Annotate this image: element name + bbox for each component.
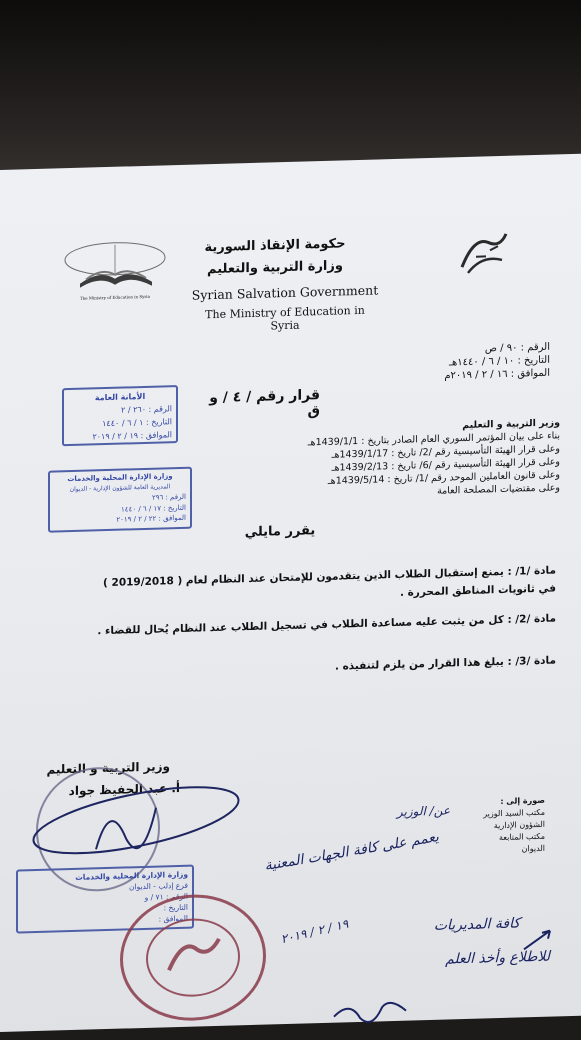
stamp-local-admin xyxy=(48,467,192,533)
gov-name-ar: حكومة الإنقاذ السورية xyxy=(204,236,346,256)
copies-item: الشؤون الإدارية xyxy=(493,819,545,831)
stamp-idlib-agree: الموافق : xyxy=(158,913,188,924)
stamp-idlib-number: الرقم : ٧١ / و xyxy=(144,891,188,902)
article-2: مادة /2/ : كل من يثبت عليه مساعدة الطلاب في تسجيل الطلاب عند النظام يُحال للقضاء . xyxy=(97,612,556,638)
copies-item: الديوان xyxy=(521,843,545,854)
document-page xyxy=(0,154,581,1032)
hand-note-inform: للاطلاع وأخذ العلم xyxy=(445,948,550,968)
preamble-line: وزير التربية و التعليم xyxy=(462,417,560,432)
preamble-line: وعلى قرار الهيئة التأسيسية رقم /2/ تاريخ : 1439/1/17هـ xyxy=(331,443,560,461)
signature-title: وزير التربية و التعليم xyxy=(46,759,170,777)
copies-item: مكتب المتابعة xyxy=(498,831,545,843)
hand-date: ١٩ / ٢ / ٢٠١٩ xyxy=(279,916,350,947)
preamble-line: وعلى مقتضيات المصلحة العامة xyxy=(437,482,560,497)
ministry-name-en: The Ministry of Education in Syria xyxy=(205,303,365,333)
ref-agree: الموافق : ١٦ / ٢ / ٢٠١٩م xyxy=(444,367,550,382)
stamp-idlib-sub: فرع إدلب - الديوان xyxy=(129,880,188,892)
stamp-local-number: الرقم : ٢٩٦ xyxy=(151,492,186,502)
calligraphy-logo-icon xyxy=(458,226,510,279)
red-round-stamp xyxy=(120,893,266,1023)
preamble-line: وعلى قرار الهيئة التأسيسية رقم /6/ تاريخ : 1439/2/13هـ xyxy=(331,456,560,474)
preamble xyxy=(270,416,560,502)
preamble-line: وعلى قانون العاملين الموحد رقم /1/ تاريخ : 1439/5/14هـ xyxy=(327,469,560,487)
stamp-general-date: التاريخ : ١ / ٦ / ١٤٤٠ xyxy=(102,417,172,429)
gov-name-en: Syrian Salvation Government xyxy=(191,282,379,303)
signature-scribble xyxy=(26,775,246,871)
stamp-idlib-date: التاريخ : xyxy=(163,902,188,913)
article-3: مادة /3/ : يبلغ هذا القرار من يلزم لتنفيذه . xyxy=(334,654,556,673)
preamble-line: بناء على بيان المؤتمر السوري العام الصادر بتاريخ : 1439/1/1هـ xyxy=(307,430,560,449)
ministry-logo xyxy=(60,237,170,302)
logo-caption: The Ministry of Education in Syria xyxy=(80,293,150,301)
ref-number: الرقم : ٩٠ / ص xyxy=(484,341,550,355)
copies-heading: صورة إلى : xyxy=(500,795,545,807)
stamp-local-date: التاريخ : ١٧ / ٦ / ١٤٤٠ xyxy=(121,503,186,514)
hand-note-directorates: كافة المديريات xyxy=(433,915,520,934)
stamp-general-title: الأمانة العامة xyxy=(94,391,146,403)
decides-heading: يقرر مايلي xyxy=(244,523,316,541)
stamp-idlib-title: وزارة الإدارة المحلية والخدمات xyxy=(75,869,188,882)
salvation-logo xyxy=(458,226,510,279)
stamp-local-agree: الموافق : ٢٢ / ٢ / ٢٠١٩ xyxy=(116,513,186,524)
article-1-cont: في ثانويات المناطق المحررة . xyxy=(399,582,556,599)
ministry-name-ar: وزارة التربية والتعليم xyxy=(207,258,343,278)
ref-date: التاريخ : ١٠ / ٦ / ١٤٤٠هـ xyxy=(449,354,550,369)
red-stamp-emblem-icon xyxy=(123,896,263,1020)
stamp-general-number: الرقم : ٢٦٠ / ٢ xyxy=(121,404,172,415)
copies-item: مكتب السيد الوزير xyxy=(483,807,545,819)
signature-name: أ. عبد الحفيظ جواد xyxy=(68,780,180,799)
decision-title: قرار رقم / ٤ / و ق xyxy=(209,387,320,420)
reference-block xyxy=(300,341,550,387)
stamp-local-sub: المديرية العامة للشؤون الإدارية - الديوان xyxy=(69,482,171,493)
stamp-local-title: وزارة الإدارة المحلية والخدمات xyxy=(67,472,173,484)
arrow-mark-icon xyxy=(520,924,560,955)
hand-minister-note: عن/ الوزير xyxy=(396,803,450,819)
hand-signature xyxy=(330,989,410,1031)
open-book-icon xyxy=(60,237,170,302)
hand-note-circulate: يعمم على كافة الجهات المعنية xyxy=(263,829,440,875)
stamp-general-agree: الموافق : ١٩ / ٢ / ٢٠١٩ xyxy=(92,430,172,442)
stamp-general-secretariat xyxy=(62,385,178,446)
article-1: مادة /1/ : يمنع إستقبال الطلاب الذين يتقدمون للإمتحان عند النظام لعام ( 2019/2018 ) xyxy=(103,564,556,590)
